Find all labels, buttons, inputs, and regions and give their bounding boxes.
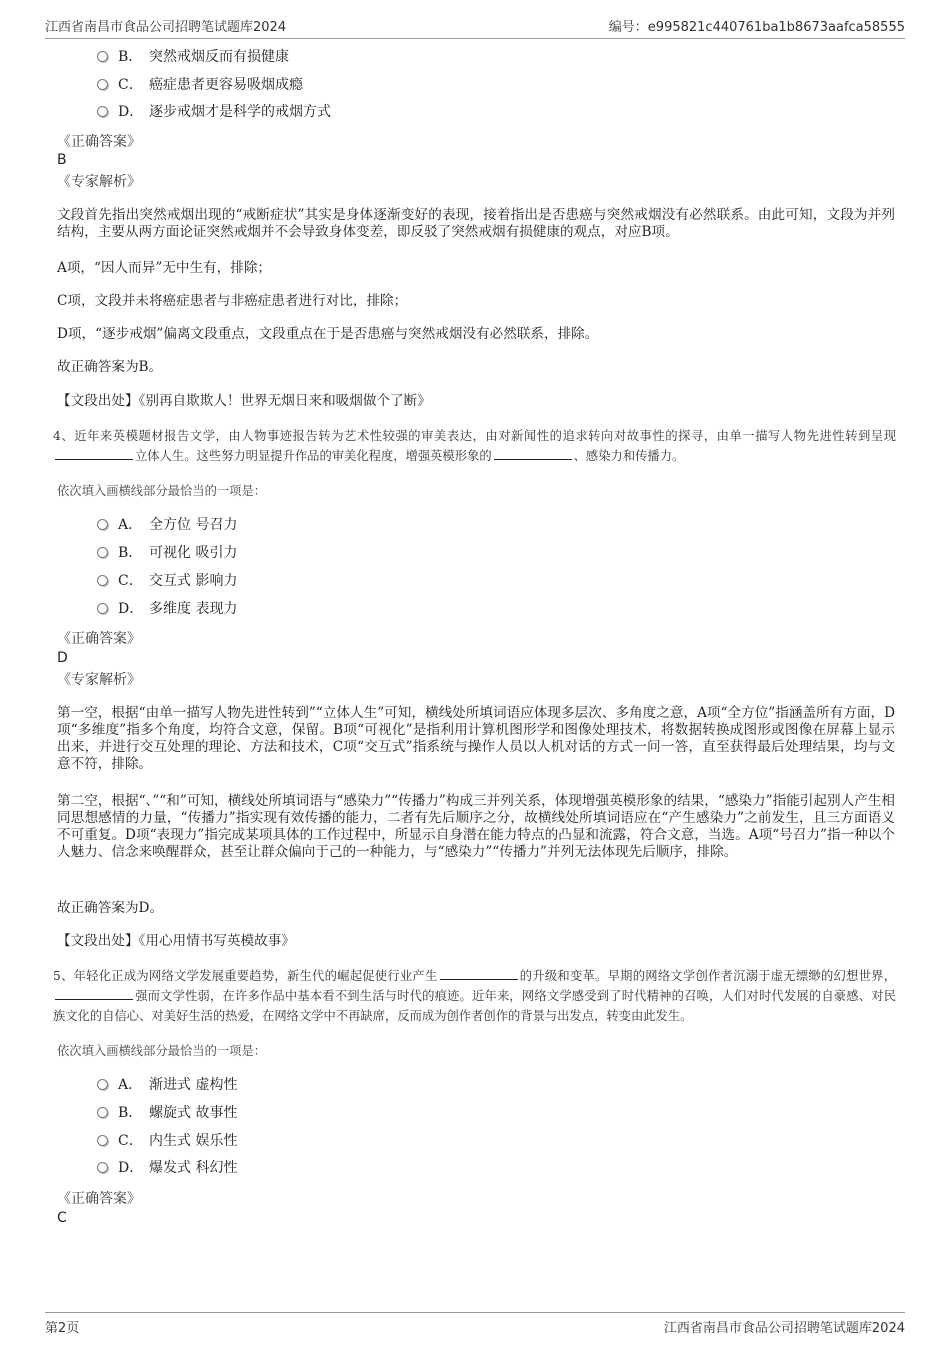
q5-instruction: 依次填入画横线部分最恰当的一项是： <box>57 1044 267 1058</box>
q3-answer-label: 《正确答案》 <box>57 134 141 150</box>
header-serial-number: 编号：e995821c440761ba1b8673aafca58555 <box>608 20 905 35</box>
radio-icon[interactable] <box>97 79 108 90</box>
q4-analysis-paragraph: 第一空，根据“由单一描写人物先进性转到”“立体人生”可知，横线处所填词语应体现多层次、多角度之意，A项“全方位”指涵盖所有方面，D项“多维度”指多个角度，均符合文意，保留。B项“可视化”是指利用计算机图形学和图像处理技术，将数据转换成图形或图像在屏幕上显示出来，并进行交互处理的理论、方法和技术，C项“交互式”指系统与操作人员以人机对话的方式一问一答，直至获得最后处理结果，均与文意不符，排除。 <box>57 705 895 772</box>
fill-blank <box>55 987 133 1000</box>
q4-question-text: 4、近年来英模题材报告文学，由人物事迹报告转为艺术性较强的审美表达，由对新闻性的追求转向对故事性的探寻，由单一描写人物先进性转到呈现立体人生。这些努力明显提升作品的审美化程度，增强英模形象的 、感染力和传播力。 <box>53 429 896 463</box>
radio-icon[interactable] <box>97 1079 108 1090</box>
q3-option-d[interactable]: D． 逐步戒烟才是科学的戒烟方式 <box>97 102 331 122</box>
q3-answer: B <box>57 152 67 168</box>
fill-blank <box>440 967 518 980</box>
q5-option-c[interactable]: C． 内生式 娱乐性 <box>97 1131 237 1151</box>
radio-icon[interactable] <box>97 51 108 62</box>
q5-option-a[interactable]: A． 渐进式 虚构性 <box>97 1075 237 1095</box>
q4-analysis-paragraph: 第二空，根据“、”“和”可知，横线处所填词语与“感染力”“传播力”构成三并列关系，体现增强英模形象的结果，“感染力”指能引起别人产生相同思想感情的力量，“传播力”指实现有效传播的能力，二者有先后顺序之分，故横线处所填词语应在“产生感染力”之前发生，且三方面语义不可重复。D项“表现力”指完成某项具体的工作过程中，所显示自身潜在能力特点的凸显和流露，符合文意，当选。A项“号召力”指一种以个人魅力、信念来唤醒群众，甚至让群众偏向于己的一种能力，与“感染力”“传播力”并列无法体现先后顺序，排除。 <box>57 793 895 860</box>
header-title: 江西省南昌市食品公司招聘笔试题库2024 <box>45 20 287 35</box>
q3-conclusion: 故正确答案为B。 <box>57 359 163 375</box>
q4-option-b[interactable]: B． 可视化 吸引力 <box>97 543 237 563</box>
radio-icon[interactable] <box>97 575 108 586</box>
q4-instruction: 依次填入画横线部分最恰当的一项是： <box>57 484 267 498</box>
q4-option-d[interactable]: D． 多维度 表现力 <box>97 599 237 619</box>
q4-option-c[interactable]: C． 交互式 影响力 <box>97 571 237 591</box>
q4-answer-label: 《正确答案》 <box>57 631 141 647</box>
radio-icon[interactable] <box>97 1107 108 1118</box>
radio-icon[interactable] <box>97 106 108 117</box>
q4-analysis-label: 《专家解析》 <box>57 672 141 688</box>
q5-option-b[interactable]: B． 螺旋式 故事性 <box>97 1103 237 1123</box>
page-number: 第2页 <box>45 1321 80 1336</box>
q5-answer: C <box>57 1210 67 1226</box>
q5-answer-label: 《正确答案》 <box>57 1191 141 1207</box>
radio-icon[interactable] <box>97 519 108 530</box>
fill-blank <box>494 447 572 460</box>
fill-blank <box>55 447 133 460</box>
q3-option-b[interactable]: B． 突然戒烟反而有损健康 <box>97 47 289 67</box>
footer-title: 江西省南昌市食品公司招聘笔试题库2024 <box>663 1321 905 1336</box>
q3-analysis-paragraph: 文段首先指出突然戒烟出现的“戒断症状”其实是身体逐渐变好的表现，接着指出是否患癌与突然戒烟没有必然联系。由此可知，文段为并列结构，主要从两方面论证突然戒烟并不会导致身体变差，即反驳了突然戒烟有损健康的观点，对应B项。 <box>57 207 895 240</box>
q3-analysis-label: 《专家解析》 <box>57 174 141 190</box>
radio-icon[interactable] <box>97 1135 108 1146</box>
q3-analysis-paragraph: C项，文段并未将癌症患者与非癌症患者进行对比，排除； <box>57 293 408 309</box>
radio-icon[interactable] <box>97 547 108 558</box>
radio-icon[interactable] <box>97 1162 108 1173</box>
page-footer <box>45 1312 905 1337</box>
page-header <box>45 14 905 39</box>
q5-question-text: 5、年轻化正成为网络文学发展重要趋势，新生代的崛起促使行业产生 的升级和变革。早期的网络文学创作者沉溺于虚无缥缈的幻想世界，强而文学性弱，在许多作品中基本看不到生活与时代的痕迹。近年来，网络文学感受到了时代精神的召唤，人们对时代发展的自豪感、对民族文化的自信心、对美好生活的热爱，在网络文学中不再缺席，反而成为创作者创作的背景与出发点，转变由此发生。 <box>53 969 896 1023</box>
radio-icon[interactable] <box>97 603 108 614</box>
q3-analysis-paragraph: A项，“因人而异”无中生有，排除； <box>57 260 272 276</box>
q3-analysis-paragraph: D项，“逐步戒烟”偏离文段重点，文段重点在于是否患癌与突然戒烟没有必然联系，排除。 <box>57 326 599 342</box>
q4-source: 【文段出处】《用心用情书写英模故事》 <box>57 933 295 949</box>
q5-option-d[interactable]: D． 爆发式 科幻性 <box>97 1158 237 1178</box>
q4-option-a[interactable]: A． 全方位 号召力 <box>97 515 237 535</box>
q3-source: 【文段出处】《别再自欺欺人！世界无烟日来和吸烟做个了断》 <box>57 393 431 409</box>
q3-option-c[interactable]: C． 癌症患者更容易吸烟成瘾 <box>97 75 303 95</box>
q4-conclusion: 故正确答案为D。 <box>57 900 164 916</box>
q4-answer: D <box>57 650 68 666</box>
